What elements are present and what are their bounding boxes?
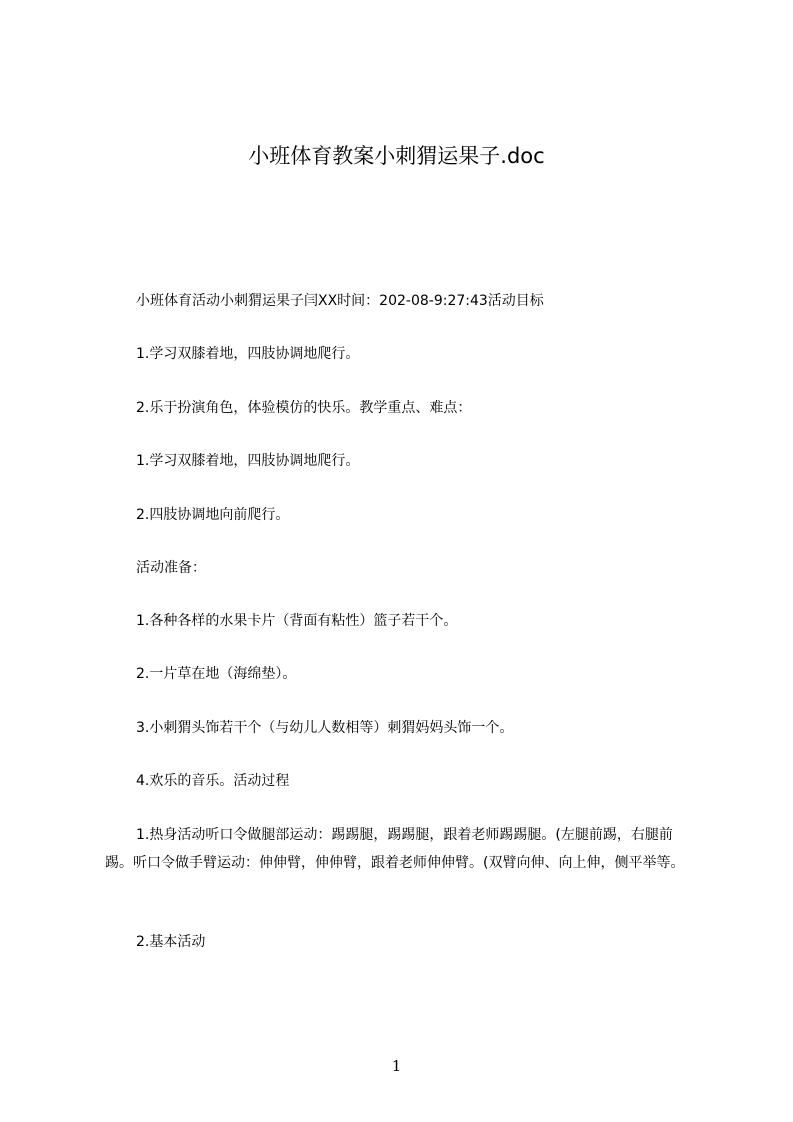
paragraph-preparation-heading: 活动准备： xyxy=(136,560,206,576)
paragraph-key-2: 2.四肢协调地向前爬行。 xyxy=(136,507,290,523)
document-title: 小班体育教案小刺猬运果子.doc xyxy=(248,144,545,168)
page-number: 1 xyxy=(391,1057,402,1075)
paragraph-goal-2: 2.乐于扮演角色，体验模仿的快乐。教学重点、难点： xyxy=(136,400,472,416)
paragraph-warmup: 1.热身活动听口令做腿部运动：踢踢腿，踢踢腿，跟着老师踢踢腿。(左腿前踢，右腿前踢。听口令做手臂运动：伸伸臂，伸伸臂，跟着老师伸伸臂。(双臂向伸、向上伸，侧平举等。 xyxy=(105,827,685,871)
paragraph-prep-1: 1.各种各样的水果卡片（背面有粘性）篮子若干个。 xyxy=(136,613,458,629)
paragraph-intro: 小班体育活动小刺猬运果子闫XX时间：202-08-9:27:43活动目标 xyxy=(136,293,544,309)
paragraph-prep-3: 3.小刺猬头饰若干个（与幼儿人数相等）刺猬妈妈头饰一个。 xyxy=(136,720,514,736)
paragraph-goal-1: 1.学习双膝着地，四肢协调地爬行。 xyxy=(136,346,360,362)
paragraph-prep-2: 2.一片草在地（海绵垫）。 xyxy=(136,666,297,682)
paragraph-basic-activity: 2.基本活动 xyxy=(136,934,206,950)
paragraph-prep-4: 4.欢乐的音乐。活动过程 xyxy=(136,773,290,789)
paragraph-key-1: 1.学习双膝着地，四肢协调地爬行。 xyxy=(136,453,360,469)
